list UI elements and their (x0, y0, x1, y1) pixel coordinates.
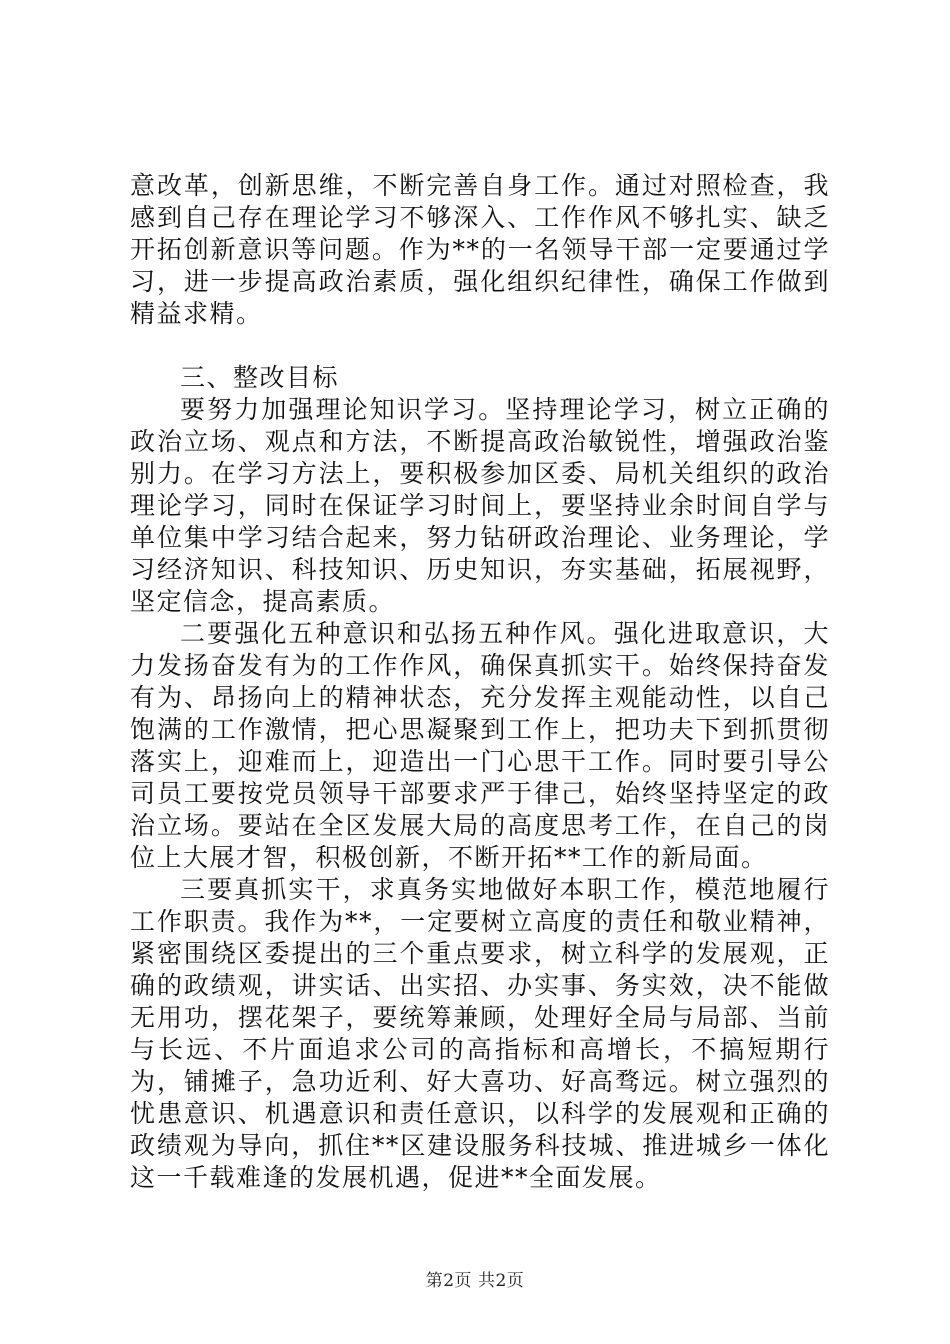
section-paragraph-1: 要努力加强理论知识学习。坚持理论学习，树立正确的政治立场、观点和方法，不断提高政治敏锐性，增强政治鉴别力。在学习方法上，要积极参加区委、局机关组织的政治理论学习，同时在保证学习时间上，要坚持业余时间自学与单位集中学习结合起来，努力钻研政治理论、业务理论，学习经济知识、科技知识、历史知识，夯实基础，拓展视野，坚定信念，提高素质。 (130, 395, 830, 616)
section-heading: 三、整改目标 (180, 363, 340, 392)
paragraph-gap (130, 330, 830, 362)
section-paragraph-3: 三要真抓实干，求真务实地做好本职工作，模范地履行工作职责。我作为**，一定要树立高度的责任和敬业精神，紧密围绕区委提出的三个重点要求，树立科学的发展观，正确的政绩观，讲实话、出实招、办实事、务实效，决不能做无用功，摆花架子，要统筹兼顾，处理好全局与局部、当前与长远、不片面追求公司的高指标和高增长，不搞短期行为，铺摊子，急功近利、好大喜功、好高骛远。树立强烈的忧患意识、机遇意识和责任意识，以科学的发展观和正确的政绩观为导向，抓住**区建设服务科技城、推进城乡一体化这一千载难逢的发展机遇，促进**全面发展。 (130, 875, 830, 1192)
page-footer: 第2页 共2页 (425, 1271, 525, 1291)
paragraph-continuation: 意改革，创新思维，不断完善自身工作。通过对照检查，我感到自己存在理论学习不够深入、工作作风不够扎实、缺乏开拓创新意识等问题。作为**的一名领导干部一定要通过学习，进一步提高政治素质，强化组织纪律性，确保工作做到精益求精。 (130, 171, 830, 328)
section-paragraph-2: 二要强化五种意识和弘扬五种作风。强化进取意识，大力发扬奋发有为的工作作风，确保真抓实干。始终保持奋发有为、昂扬向上的精神状态，充分发挥主观能动性，以自己饱满的工作激情，把心思凝聚到工作上，把功夫下到抓贯彻落实上，迎难而上，迎造出一门心思干工作。同时要引导公司员工要按党员领导干部要求严于律己，始终坚持坚定的政治立场。要站在全区发展大局的高度思考工作，在自己的岗位上大展才智，积极创新，不断开拓**工作的新局面。 (130, 619, 830, 872)
document-body (130, 170, 830, 1194)
